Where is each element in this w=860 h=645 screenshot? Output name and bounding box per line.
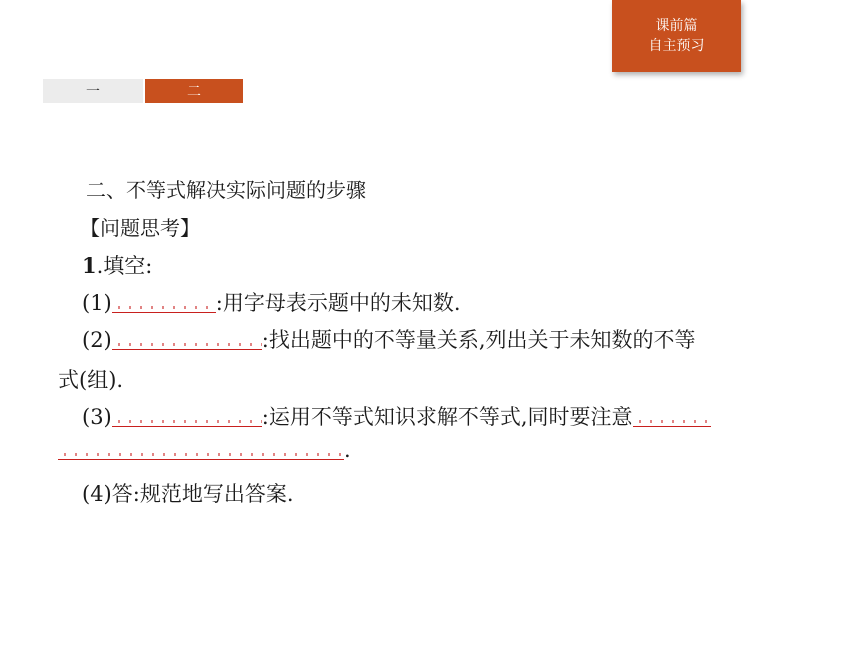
answer-blank-4a[interactable] bbox=[633, 406, 711, 427]
answer-blank-3[interactable] bbox=[112, 406, 262, 427]
tab-part-2[interactable]: 二 bbox=[145, 79, 243, 103]
item-2-text: :找出题中的不等量关系,列出关于未知数的不等 bbox=[261, 328, 696, 352]
item-2 bbox=[82, 324, 696, 354]
section-badge[interactable] bbox=[612, 0, 741, 72]
section-title: 二、不等式解决实际问题的步骤 bbox=[86, 178, 366, 202]
question-text: .填空: bbox=[96, 254, 153, 278]
item-1-text: :用字母表示题中的未知数. bbox=[215, 291, 461, 315]
item-1 bbox=[82, 287, 461, 317]
item-4-text: 答:规范地写出答案. bbox=[111, 482, 294, 506]
answer-blank-4b[interactable] bbox=[58, 439, 344, 460]
item-3 bbox=[82, 401, 711, 431]
item-2-continuation: 式(组). bbox=[58, 368, 124, 392]
badge-line-2: 自主预习 bbox=[648, 38, 705, 54]
answer-blank-1[interactable] bbox=[112, 292, 216, 313]
item-1-prefix: (1) bbox=[82, 291, 112, 315]
question-1 bbox=[82, 250, 152, 280]
item-3-end: . bbox=[344, 438, 351, 462]
item-4 bbox=[82, 478, 294, 508]
item-3-text: :运用不等式知识求解不等式,同时要注意 bbox=[261, 405, 633, 429]
subheading: 【问题思考】 bbox=[80, 216, 200, 240]
badge-line-1: 课前篇 bbox=[655, 18, 698, 34]
answer-blank-2[interactable] bbox=[112, 329, 262, 350]
question-number: 1 bbox=[82, 253, 97, 278]
item-3-prefix: (3) bbox=[82, 405, 112, 429]
item-3-continuation bbox=[58, 438, 351, 462]
item-2-prefix: (2) bbox=[82, 328, 112, 352]
item-4-prefix: (4) bbox=[82, 482, 112, 506]
tab-part-1[interactable]: 一 bbox=[43, 79, 143, 103]
